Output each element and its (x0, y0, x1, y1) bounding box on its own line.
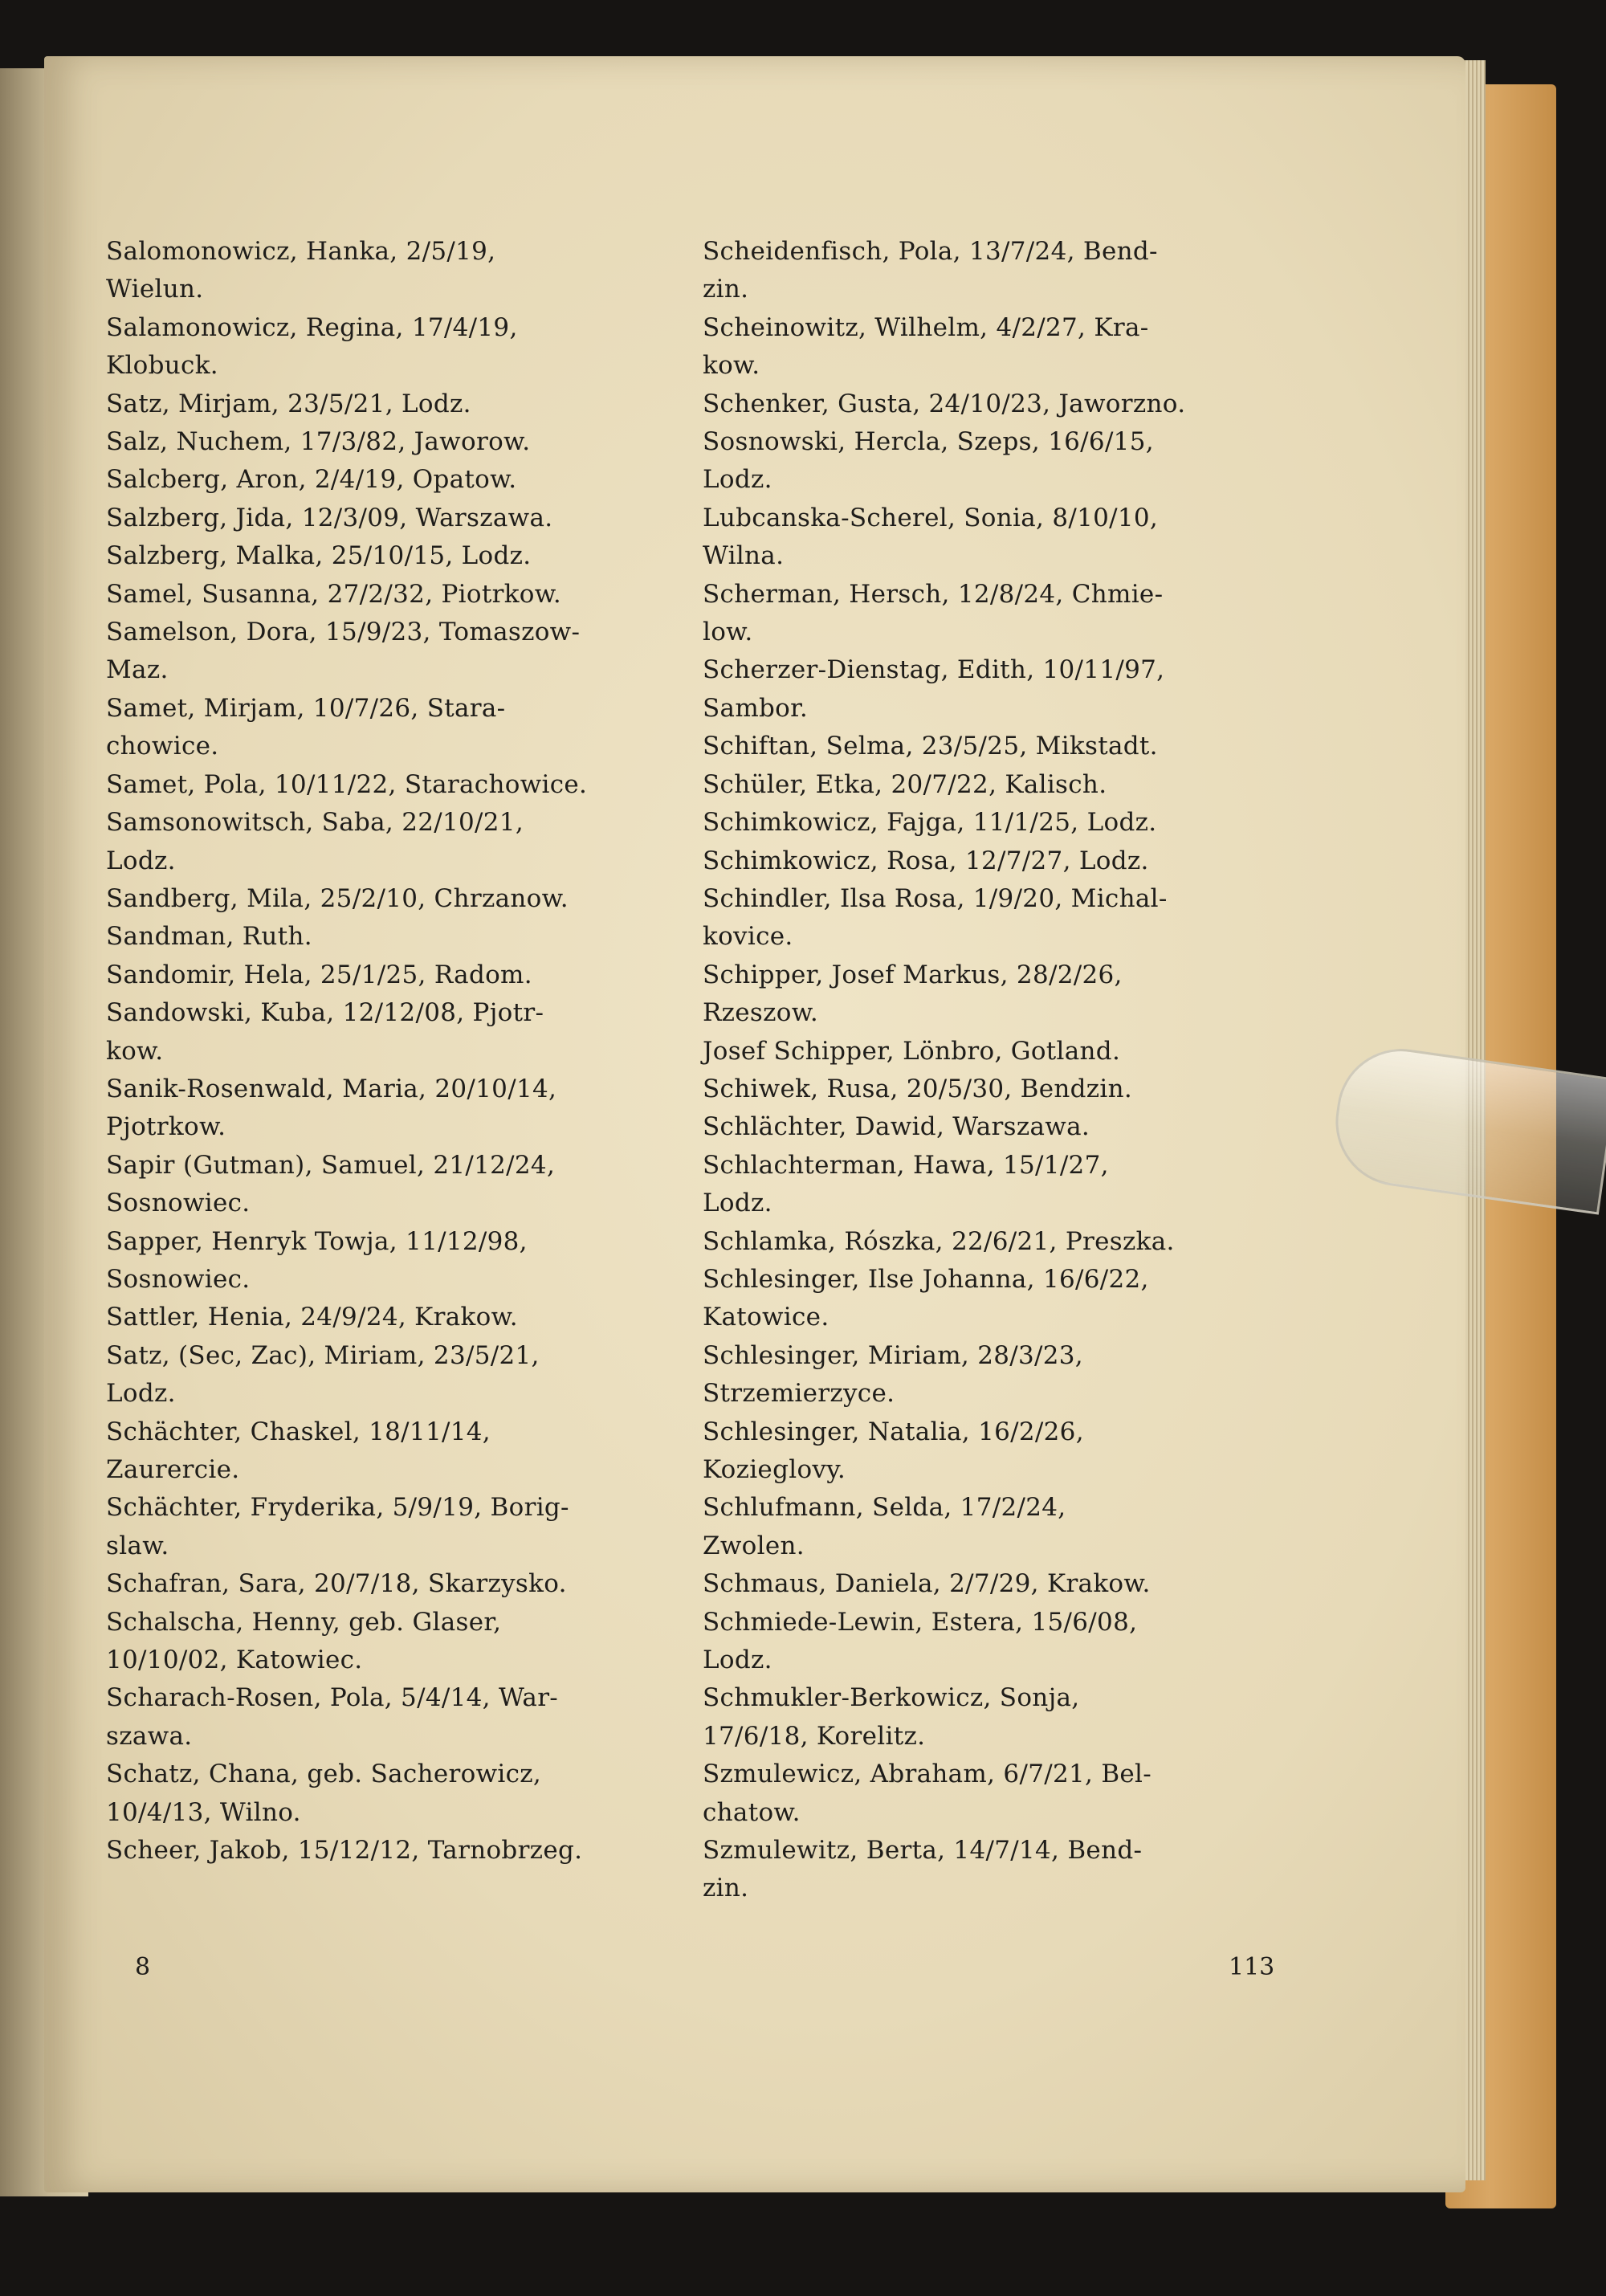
entry-line: Schmaus, Daniela, 2/7/29, Krakow. (703, 1569, 1151, 1599)
entry-line: Sandomir, Hela, 25/1/25, Radom. (106, 960, 532, 989)
entry-line: Sandowski, Kuba, 12/12/08, Pjotr- (106, 998, 544, 1028)
entry-line: Schlufmann, Selda, 17/2/24, (703, 1493, 1066, 1523)
list-entry (106, 1756, 684, 1832)
list-entry (703, 423, 1281, 500)
entry-line: Scherzer-Dienstag, Edith, 10/11/97, (703, 655, 1165, 685)
entry-line: Sandberg, Mila, 25/2/10, Chrzanow. (106, 883, 569, 913)
entry-continuation: Katowice. (703, 1303, 829, 1332)
list-entry (703, 1565, 1281, 1603)
list-entry (703, 233, 1281, 309)
entry-continuation: Lodz. (703, 1646, 772, 1675)
list-entry (106, 614, 684, 690)
list-entry (106, 1147, 684, 1223)
entry-continuation: 17/6/18, Korelitz. (703, 1721, 926, 1751)
list-entry (703, 1147, 1281, 1223)
entry-line: Sattler, Henia, 24/9/24, Krakow. (106, 1303, 518, 1332)
entry-line: Schlamka, Rószka, 22/6/21, Preszka. (703, 1226, 1175, 1256)
entry-line: Samsonowitsch, Saba, 22/10/21, (106, 808, 524, 838)
list-entry (106, 766, 684, 804)
list-entry (106, 500, 684, 537)
list-entry (703, 1413, 1281, 1490)
list-entry (106, 918, 684, 956)
entry-line: Schmiede-Lewin, Estera, 15/6/08, (703, 1607, 1138, 1637)
list-entry (106, 1337, 684, 1413)
list-entry (703, 804, 1281, 842)
entry-continuation: Zwolen. (703, 1531, 805, 1560)
list-entry (106, 690, 684, 766)
entry-line: Scheer, Jakob, 15/12/12, Tarnobrzeg. (106, 1836, 583, 1866)
list-entry (106, 461, 684, 499)
entry-line: Samet, Mirjam, 10/7/26, Stara- (106, 693, 506, 723)
entry-continuation: Sosnowiec. (106, 1264, 251, 1294)
entry-continuation: Sosnowiec. (106, 1189, 251, 1218)
page-number-right: 113 (1229, 1953, 1275, 1981)
list-entry (703, 651, 1281, 728)
entry-line: Schlesinger, Miriam, 28/3/23, (703, 1340, 1083, 1370)
entry-continuation: 10/4/13, Wilno. (106, 1797, 301, 1827)
entry-line: Josef Schipper, Lönbro, Gotland. (703, 1036, 1121, 1066)
entry-line: Schipper, Josef Markus, 28/2/26, (703, 960, 1123, 989)
entry-continuation: Rzeszow. (703, 998, 819, 1028)
list-entry (703, 1261, 1281, 1337)
entry-line: Samet, Pola, 10/11/22, Starachowice. (106, 769, 588, 799)
entry-line: Samelson, Dora, 15/9/23, Tomaszow- (106, 618, 581, 647)
entry-line: Schafran, Sara, 20/7/18, Skarzysko. (106, 1569, 567, 1599)
list-entry (106, 1565, 684, 1603)
list-entry (106, 1071, 684, 1147)
entry-line: Schimkowicz, Rosa, 12/7/27, Lodz. (703, 846, 1149, 875)
entry-continuation: zin. (703, 275, 749, 304)
entry-line: Szmulewicz, Abraham, 6/7/21, Bel- (703, 1760, 1152, 1789)
entry-continuation: Strzemierzyce. (703, 1379, 895, 1409)
entry-continuation: Wilna. (703, 541, 785, 571)
list-entry (106, 233, 684, 309)
entry-line: Schiftan, Selma, 23/5/25, Mikstadt. (703, 732, 1158, 761)
entry-line: Lubcanska-Scherel, Sonia, 8/10/10, (703, 503, 1159, 532)
entry-continuation: zin. (703, 1874, 749, 1903)
entry-line: Schatz, Chana, geb. Sacherowicz, (106, 1760, 542, 1789)
entry-continuation: kow. (703, 351, 760, 381)
entry-line: Sosnowski, Hercla, Szeps, 16/6/15, (703, 427, 1154, 457)
entry-line: Sapir (Gutman), Samuel, 21/12/24, (106, 1150, 556, 1180)
entry-continuation: Pjotrkow. (106, 1112, 226, 1142)
list-entry (106, 385, 684, 423)
entry-continuation: Lodz. (703, 465, 772, 495)
entry-continuation: slaw. (106, 1531, 169, 1560)
entry-line: Salcberg, Aron, 2/4/19, Opatow. (106, 465, 517, 495)
entry-line: Sapper, Henryk Towja, 11/12/98, (106, 1226, 528, 1256)
list-entry (703, 1033, 1281, 1071)
entry-line: Schächter, Fryderika, 5/9/19, Borig- (106, 1493, 569, 1523)
list-entry (703, 842, 1281, 880)
entry-line: Salomonowicz, Hanka, 2/5/19, (106, 237, 496, 266)
page-number-left: 8 (135, 1953, 151, 1981)
list-entry (703, 956, 1281, 1033)
list-entry (106, 537, 684, 575)
entry-continuation: chowice. (106, 732, 219, 761)
entry-line: Schiwek, Rusa, 20/5/30, Bendzin. (703, 1074, 1133, 1103)
list-entry (106, 880, 684, 918)
entry-line: Schüler, Etka, 20/7/22, Kalisch. (703, 769, 1107, 799)
list-entry (703, 1071, 1281, 1108)
entry-line: Schalscha, Henny, geb. Glaser, (106, 1607, 502, 1637)
list-entry (106, 423, 684, 461)
entry-line: Salzberg, Jida, 12/3/09, Warszawa. (106, 503, 553, 532)
list-entry (106, 804, 684, 880)
entry-continuation: 10/10/02, Katowiec. (106, 1646, 363, 1675)
entry-line: Schindler, Ilsa Rosa, 1/9/20, Michal- (703, 883, 1168, 913)
entry-line: Samel, Susanna, 27/2/32, Piotrkow. (106, 579, 562, 609)
entry-continuation: kovice. (703, 922, 793, 952)
list-entry (703, 385, 1281, 423)
entry-line: Schlächter, Dawid, Warszawa. (703, 1112, 1090, 1142)
entry-line: Scharach-Rosen, Pola, 5/4/14, War- (106, 1683, 559, 1713)
list-entry (106, 1832, 684, 1870)
entry-continuation: kow. (106, 1036, 164, 1066)
list-entry (106, 1679, 684, 1756)
entry-line: Schlesinger, Natalia, 16/2/26, (703, 1417, 1084, 1446)
entry-line: Scheidenfisch, Pola, 13/7/24, Bend- (703, 237, 1158, 266)
entry-line: Schenker, Gusta, 24/10/23, Jaworzno. (703, 389, 1186, 418)
list-entry (703, 1223, 1281, 1261)
left-column (106, 233, 684, 1870)
list-entry (106, 1223, 684, 1299)
list-entry (703, 766, 1281, 804)
entry-line: Scherman, Hersch, 12/8/24, Chmie- (703, 579, 1164, 609)
entry-continuation: Lodz. (106, 846, 176, 875)
list-entry (106, 309, 684, 385)
list-entry (106, 1489, 684, 1565)
entry-continuation: Klobuck. (106, 351, 218, 381)
entry-line: Schlesinger, Ilse Johanna, 16/6/22, (703, 1264, 1149, 1294)
entry-line: Schächter, Chaskel, 18/11/14, (106, 1417, 491, 1446)
list-entry (703, 880, 1281, 956)
list-entry (106, 1413, 684, 1490)
list-entry (703, 1604, 1281, 1680)
entry-continuation: Wielun. (106, 275, 204, 304)
right-column (703, 233, 1281, 1908)
entry-continuation: Kozieglovy. (703, 1455, 846, 1484)
entry-line: Satz, (Sec, Zac), Miriam, 23/5/21, (106, 1340, 540, 1370)
list-entry (703, 500, 1281, 576)
entry-continuation: szawa. (106, 1721, 193, 1751)
entry-line: Szmulewitz, Berta, 14/7/14, Bend- (703, 1836, 1143, 1866)
list-entry (703, 1337, 1281, 1413)
entry-line: Salz, Nuchem, 17/3/82, Jaworow. (106, 427, 531, 457)
entry-continuation: Lodz. (703, 1189, 772, 1218)
entry-line: Schimkowicz, Fajga, 11/1/25, Lodz. (703, 808, 1157, 838)
entry-line: Sanik-Rosenwald, Maria, 20/10/14, (106, 1074, 557, 1103)
list-entry (703, 1679, 1281, 1756)
entry-line: Sandman, Ruth. (106, 922, 312, 952)
list-entry (106, 1604, 684, 1680)
entry-continuation: Sambor. (703, 693, 808, 723)
entry-line: Salamonowicz, Regina, 17/4/19, (106, 312, 518, 342)
entry-continuation: Maz. (106, 655, 169, 685)
entry-line: Scheinowitz, Wilhelm, 4/2/27, Kra- (703, 312, 1149, 342)
list-entry (703, 1489, 1281, 1565)
list-entry (106, 994, 684, 1071)
entry-continuation: Zaurercie. (106, 1455, 240, 1484)
list-entry (703, 728, 1281, 765)
entry-continuation: chatow. (703, 1797, 801, 1827)
entry-line: Salzberg, Malka, 25/10/15, Lodz. (106, 541, 532, 571)
list-entry (703, 576, 1281, 652)
list-entry (106, 576, 684, 614)
entry-line: Satz, Mirjam, 23/5/21, Lodz. (106, 389, 471, 418)
list-entry (703, 1108, 1281, 1146)
list-entry (106, 956, 684, 994)
entry-continuation: low. (703, 618, 753, 647)
list-entry (703, 1832, 1281, 1908)
entry-continuation: Lodz. (106, 1379, 176, 1409)
list-entry (106, 1299, 684, 1336)
list-entry (703, 1756, 1281, 1832)
entry-line: Schlachterman, Hawa, 15/1/27, (703, 1150, 1109, 1180)
list-entry (703, 309, 1281, 385)
entry-line: Schmukler-Berkowicz, Sonja, (703, 1683, 1080, 1713)
